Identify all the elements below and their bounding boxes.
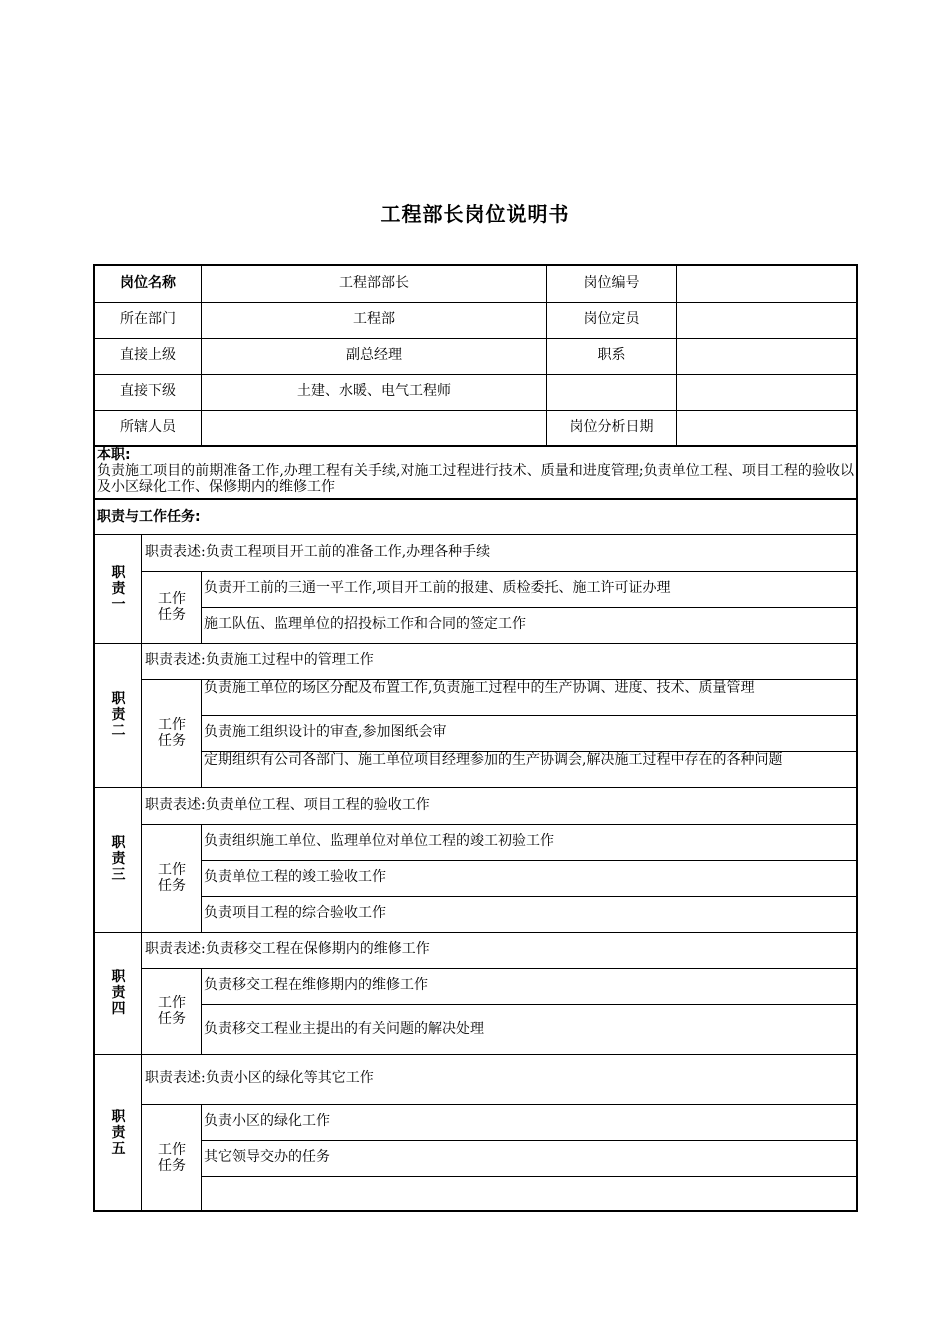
section-divider bbox=[95, 498, 856, 500]
duty-3-task-label: 工作 任务 bbox=[158, 862, 186, 894]
duty-2-label: 职 责 二 bbox=[111, 691, 126, 739]
duty-4-task-label: 工作 任务 bbox=[158, 995, 186, 1027]
duties-header: 职责与工作任务: bbox=[97, 509, 201, 525]
label-job-family: 职系 bbox=[597, 347, 626, 363]
desc-divider bbox=[141, 968, 856, 969]
duty-4-desc: 职责表述:负责移交工程在保修期内的维修工作 bbox=[145, 941, 430, 957]
duty-divider bbox=[95, 932, 856, 933]
duty-4-label: 职 责 四 bbox=[111, 969, 126, 1017]
duty-1-task-label: 工作 任务 bbox=[158, 591, 186, 623]
value-direct-subordinate: 土建、水暖、电气工程师 bbox=[297, 383, 451, 399]
duty-2-task-1: 负责施工单位的场区分配及布置工作,负责施工过程中的生产协调、进度、技术、质量管理 bbox=[204, 680, 755, 696]
desc-divider bbox=[141, 824, 856, 825]
duty-2-task-2: 负责施工组织设计的审查,参加图纸会审 bbox=[204, 724, 447, 740]
col-divider bbox=[676, 266, 677, 446]
duty-4-task-1: 负责移交工程在维修期内的维修工作 bbox=[204, 977, 428, 993]
label-analysis-date: 岗位分析日期 bbox=[569, 419, 654, 435]
job-description-table bbox=[93, 264, 858, 1212]
duty-divider bbox=[95, 787, 856, 788]
duty-5-task-label: 工作 任务 bbox=[158, 1142, 186, 1174]
label-direct-superior: 直接上级 bbox=[120, 347, 176, 363]
row-divider bbox=[95, 374, 856, 375]
duty-1-label: 职 责 一 bbox=[111, 565, 126, 613]
label-position-code: 岗位编号 bbox=[583, 275, 640, 291]
section-divider bbox=[95, 445, 856, 447]
task-divider bbox=[201, 1176, 856, 1177]
duty-2-desc: 职责表述:负责施工过程中的管理工作 bbox=[145, 652, 374, 668]
label-headcount: 岗位定员 bbox=[583, 311, 640, 327]
duty-3-desc: 职责表述:负责单位工程、项目工程的验收工作 bbox=[145, 797, 430, 813]
duty-3-task-3: 负责项目工程的综合验收工作 bbox=[204, 905, 386, 921]
row-divider bbox=[95, 338, 856, 339]
duty-4-task-2: 负责移交工程业主提出的有关问题的解决处理 bbox=[204, 1021, 484, 1037]
duty-2-task-3: 定期组织有公司各部门、施工单位项目经理参加的生产协调会,解决施工过程中存在的各种问题 bbox=[204, 752, 783, 768]
label-staff-under: 所辖人员 bbox=[120, 419, 176, 435]
benzhi-text: 负责施工项目的前期准备工作,办理工程有关手续,对施工过程进行技术、质量和进度管理;负责单位工程、项目工程的验收以及小区绿化工作、保修期内的维修工作 bbox=[97, 463, 854, 495]
duty-5-label: 职 责 五 bbox=[111, 1109, 126, 1157]
desc-divider bbox=[141, 1104, 856, 1105]
duty-3-task-2: 负责单位工程的竣工验收工作 bbox=[204, 869, 386, 885]
row-divider bbox=[95, 302, 856, 303]
duty-divider bbox=[95, 1054, 856, 1055]
label-position-name: 岗位名称 bbox=[120, 275, 176, 291]
duty-1-task-2: 施工队伍、监理单位的招投标工作和合同的签定工作 bbox=[204, 616, 526, 632]
value-direct-superior: 副总经理 bbox=[346, 347, 402, 363]
duty-5-desc: 职责表述:负责小区的绿化等其它工作 bbox=[145, 1070, 374, 1086]
duty-5-task-1: 负责小区的绿化工作 bbox=[204, 1113, 330, 1129]
duty-3-label: 职 责 三 bbox=[111, 835, 126, 883]
duty-1-task-1: 负责开工前的三通一平工作,项目开工前的报建、质检委托、施工许可证办理 bbox=[204, 580, 671, 596]
duty-5-task-2: 其它领导交办的任务 bbox=[204, 1149, 330, 1165]
value-department: 工程部 bbox=[353, 311, 395, 327]
page-title: 工程部长岗位说明书 bbox=[380, 202, 570, 226]
desc-divider bbox=[141, 571, 856, 572]
task-divider bbox=[201, 1140, 856, 1141]
duty-1-desc: 职责表述:负责工程项目开工前的准备工作,办理各种手续 bbox=[145, 544, 491, 560]
value-position-name: 工程部部长 bbox=[339, 275, 409, 291]
label-department: 所在部门 bbox=[120, 311, 176, 327]
task-divider bbox=[201, 860, 856, 861]
benzhi-label: 本职: bbox=[97, 447, 131, 463]
duty-2-task-label: 工作 任务 bbox=[158, 717, 186, 749]
row-divider bbox=[95, 534, 856, 535]
row-divider bbox=[95, 410, 856, 411]
task-divider bbox=[201, 715, 856, 716]
task-divider bbox=[201, 1004, 856, 1005]
duty-divider bbox=[95, 643, 856, 644]
task-divider bbox=[201, 896, 856, 897]
label-direct-subordinate: 直接下级 bbox=[120, 383, 176, 399]
duty-3-task-1: 负责组织施工单位、监理单位对单位工程的竣工初验工作 bbox=[204, 833, 554, 849]
task-divider bbox=[201, 607, 856, 608]
